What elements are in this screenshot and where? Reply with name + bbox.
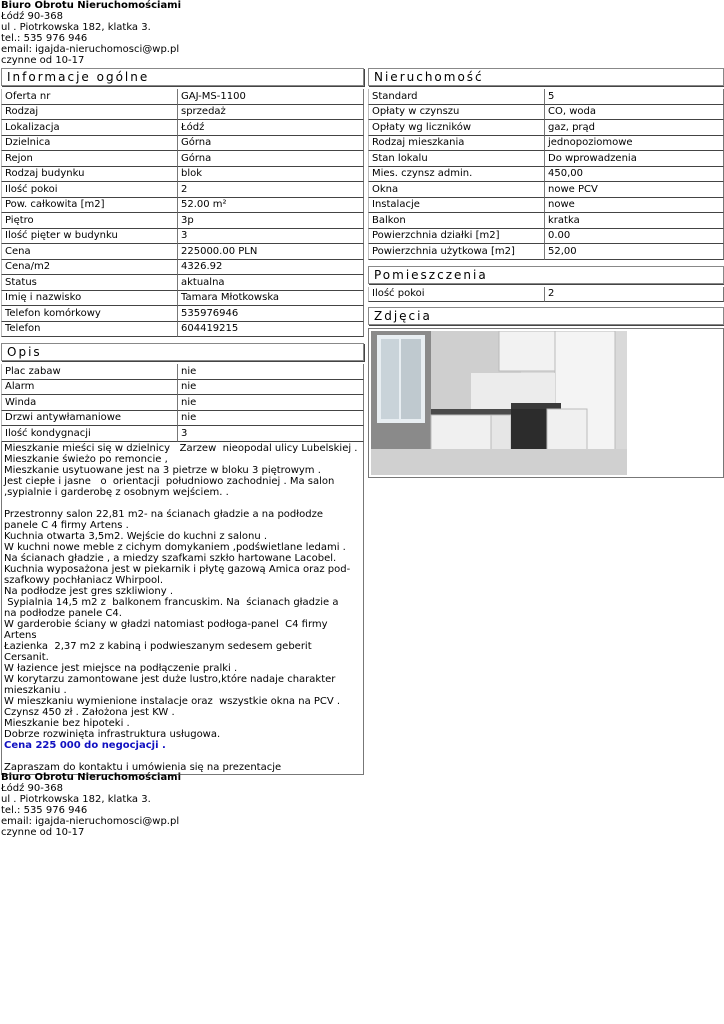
section-title-general: Informacje ogólne xyxy=(1,68,364,86)
agency-email: email: igajda-nieruchomosci@wp.pl xyxy=(1,44,180,55)
field-value: 450,00 xyxy=(545,167,724,183)
table-row xyxy=(1,136,364,152)
table-row xyxy=(1,198,364,214)
field-value: 5 xyxy=(545,89,724,105)
field-label: Winda xyxy=(1,395,178,411)
field-label: Opłaty w czynszu xyxy=(368,105,545,121)
kitchen-photo[interactable] xyxy=(371,331,627,475)
field-value: 3 xyxy=(178,229,364,245)
table-row xyxy=(368,182,724,198)
field-value: 2 xyxy=(178,182,364,198)
table-row xyxy=(368,244,724,260)
table-row xyxy=(1,229,364,245)
footer-agency-name: Biuro Obrotu Nieruchomościami xyxy=(1,772,182,783)
field-value: CO, woda xyxy=(545,105,724,121)
field-label: Oferta nr xyxy=(1,89,178,105)
field-label: Imię i nazwisko xyxy=(1,291,178,307)
table-row xyxy=(1,213,364,229)
footer-hours: czynne od 10-17 xyxy=(1,827,85,838)
table-row xyxy=(1,89,364,105)
agency-hours: czynne od 10-17 xyxy=(1,55,85,66)
table-row xyxy=(1,275,364,291)
field-value: 535976946 xyxy=(178,306,364,322)
photo-gallery xyxy=(368,328,724,478)
table-row xyxy=(1,105,364,121)
field-value: Górna xyxy=(178,151,364,167)
field-value: 2 xyxy=(545,287,724,303)
table-row xyxy=(1,244,364,260)
field-label: Drzwi antywłamaniowe xyxy=(1,411,178,427)
field-label: Rejon xyxy=(1,151,178,167)
field-value: jednopoziomowe xyxy=(545,136,724,152)
field-value: nie xyxy=(178,380,364,396)
agency-name: Biuro Obrotu Nieruchomościami xyxy=(1,0,182,11)
table-row xyxy=(1,151,364,167)
field-value: 3 xyxy=(178,426,364,442)
rooms-table xyxy=(368,287,724,303)
field-value: 4326.92 xyxy=(178,260,364,276)
field-label: Rodzaj budynku xyxy=(1,167,178,183)
field-label: Mies. czynsz admin. xyxy=(368,167,545,183)
field-label: Telefon xyxy=(1,322,178,338)
field-value: GAJ-MS-1100 xyxy=(178,89,364,105)
field-label: Instalacje xyxy=(368,198,545,214)
right-column xyxy=(368,66,724,478)
field-label: Plac zabaw xyxy=(1,364,178,380)
field-value: kratka xyxy=(545,213,724,229)
field-label: Ilość kondygnacji xyxy=(1,426,178,442)
table-row xyxy=(1,411,364,427)
field-label: Balkon xyxy=(368,213,545,229)
table-row xyxy=(1,364,364,380)
agency-city: Łódź 90-368 xyxy=(1,11,63,22)
agency-phone: tel.: 535 976 946 xyxy=(1,33,88,44)
field-label: Alarm xyxy=(1,380,178,396)
field-value: nie xyxy=(178,411,364,427)
field-value: 604419215 xyxy=(178,322,364,338)
field-value: aktualna xyxy=(178,275,364,291)
field-label: Powierzchnia użytkowa [m2] xyxy=(368,244,545,260)
field-label: Opłaty wg liczników xyxy=(368,120,545,136)
table-row xyxy=(368,229,724,245)
field-label: Piętro xyxy=(1,213,178,229)
field-label: Rodzaj mieszkania xyxy=(368,136,545,152)
field-value: nie xyxy=(178,395,364,411)
property-table xyxy=(368,89,724,260)
field-value: sprzedaż xyxy=(178,105,364,121)
agency-footer xyxy=(1,772,181,838)
field-value: nie xyxy=(178,364,364,380)
table-row xyxy=(1,380,364,396)
field-label: Cena xyxy=(1,244,178,260)
table-row xyxy=(1,395,364,411)
field-value: 52,00 xyxy=(545,244,724,260)
field-label: Pow. całkowita [m2] xyxy=(1,198,178,214)
field-label: Ilość pokoi xyxy=(368,287,545,303)
footer-email: email: igajda-nieruchomosci@wp.pl xyxy=(1,816,180,827)
section-title-opis: Opis xyxy=(1,343,364,361)
field-label: Cena/m2 xyxy=(1,260,178,276)
table-row xyxy=(368,287,724,303)
field-value: 52.00 m² xyxy=(178,198,364,214)
table-row xyxy=(1,120,364,136)
table-row xyxy=(1,260,364,276)
section-title-rooms: Pomieszczenia xyxy=(368,266,724,284)
field-label: Ilość pokoi xyxy=(1,182,178,198)
table-row xyxy=(1,167,364,183)
field-value: 225000.00 PLN xyxy=(178,244,364,260)
footer-city: Łódź 90-368 xyxy=(1,783,63,794)
field-label: Stan lokalu xyxy=(368,151,545,167)
table-row xyxy=(368,167,724,183)
field-label: Standard xyxy=(368,89,545,105)
field-label: Powierzchnia działki [m2] xyxy=(368,229,545,245)
field-value: gaz, prąd xyxy=(545,120,724,136)
field-value: Górna xyxy=(178,136,364,152)
general-table xyxy=(1,89,364,337)
footer-street: ul . Piotrkowska 182, klatka 3. xyxy=(1,794,151,805)
table-row xyxy=(368,89,724,105)
field-label: Telefon komórkowy xyxy=(1,306,178,322)
field-label: Lokalizacja xyxy=(1,120,178,136)
table-row xyxy=(368,151,724,167)
agency-street: ul . Piotrkowska 182, klatka 3. xyxy=(1,22,151,33)
field-value: 3p xyxy=(178,213,364,229)
left-column xyxy=(1,66,364,775)
table-row xyxy=(368,105,724,121)
table-row xyxy=(368,213,724,229)
field-value: blok xyxy=(178,167,364,183)
table-row xyxy=(368,198,724,214)
field-value: 0.00 xyxy=(545,229,724,245)
table-row xyxy=(1,306,364,322)
price-negotiation-note: Cena 225 000 do negocjacji . xyxy=(4,739,166,751)
field-value: Łódź xyxy=(178,120,364,136)
agency-header xyxy=(1,0,181,66)
field-label: Status xyxy=(1,275,178,291)
field-value: nowe PCV xyxy=(545,182,724,198)
field-label: Ilość pięter w budynku xyxy=(1,229,178,245)
opis-description xyxy=(1,442,364,775)
opis-table xyxy=(1,364,364,442)
table-row xyxy=(368,136,724,152)
field-value: Do wprowadzenia xyxy=(545,151,724,167)
field-value: Tamara Młotkowska xyxy=(178,291,364,307)
table-row xyxy=(1,426,364,442)
field-value: nowe xyxy=(545,198,724,214)
section-title-property: Nieruchomość xyxy=(368,68,724,86)
table-row xyxy=(1,182,364,198)
table-row xyxy=(1,322,364,338)
table-row xyxy=(1,291,364,307)
opis-description-text: Mieszkanie mieści się w dzielnicy Zarzew nieopodal ulicy Lubelskiej . Mieszkanie świeżo po remoncie , Mieszkanie usytuowane jest na 3 pietrze w bloku 3 piętrowym . Jest ciepłe i jasne o orientacji południowo zachodniej . Ma salon ,sypialnie i garderobę z osobnym wejściem. . Przestronny salon 22,81 m2- na ścianach gładzie a na podłodze panele C 4 firmy Artens . Kuchnia otwarta 3,5m2. Wejście do kuchni z salonu . W kuchni nowe meble z cichym domykaniem ,podświetlane ledami . Na ścianach gładzie , a miedzy szafkami szkło hartowane Lacobel. Kuchnia wyposażona jest w piekarnik i płytę gazową Amica oraz pod- szafkowy pochłaniacz Whirpool. Na podłodze jest gres szkliwiony . Sypialnia 14,5 m2 z balkonem francuskim. Na ścianach gładzie a na podłodze panele C4. W garderobie ściany w gładzi natomiast podłoga-panel C4 firmy Artens Łazienka 2,37 m2 z kabiną i podwieszanym sedesem geberit Cersanit. W łazience jest miejsce na podłączenie pralki . W korytarzu zamontowane jest duże lustro,które nadaje charakter mieszkaniu . W mieszkaniu wymienione instalacje oraz wszystkie okna na PCV . Czynsz 450 zł . Założona jest KW . Mieszkanie bez hipoteki . Dobrze rozwinięta infrastruktura usługowa. xyxy=(4,442,358,740)
field-label: Rodzaj xyxy=(1,105,178,121)
field-label: Okna xyxy=(368,182,545,198)
contact-invitation: Zapraszam do kontaktu i umówienia się na prezentacje xyxy=(4,761,282,773)
table-row xyxy=(368,120,724,136)
footer-phone: tel.: 535 976 946 xyxy=(1,805,88,816)
section-title-photos: Zdjęcia xyxy=(368,307,724,325)
field-label: Dzielnica xyxy=(1,136,178,152)
